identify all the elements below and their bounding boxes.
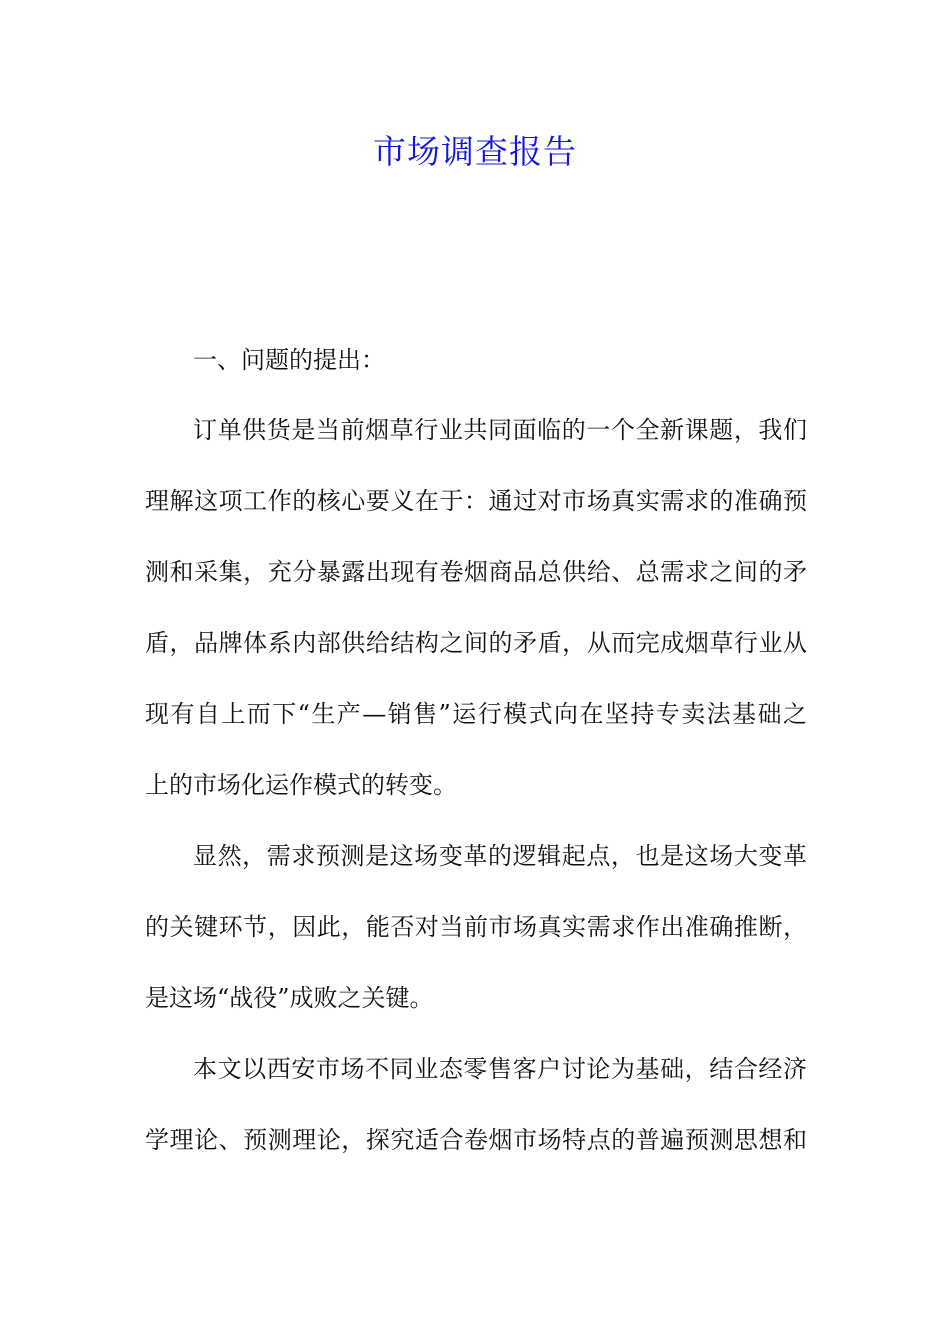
paragraph-3-line-2: 学理论、预测理论，探究适合卷烟市场特点的普遍预测思想和 <box>145 1126 807 1154</box>
paragraph-2-line-1: 显然，需求预测是这场变革的逻辑起点，也是这场大变革 <box>193 842 807 870</box>
paragraph-1-line-6: 上的市场化运作模式的转变。 <box>145 771 457 799</box>
paragraph-1-line-1: 订单供货是当前烟草行业共同面临的一个全新课题，我们 <box>193 416 807 444</box>
paragraph-1-line-3: 测和采集，充分暴露出现有卷烟商品总供给、总需求之间的矛 <box>145 558 807 586</box>
paragraph-1-line-4: 盾，品牌体系内部供给结构之间的矛盾，从而完成烟草行业从 <box>145 629 807 657</box>
paragraph-1-line-2: 理解这项工作的核心要义在于：通过对市场真实需求的准确预 <box>145 487 807 515</box>
paragraph-2-line-3: 是这场“战役”成败之关键。 <box>145 984 434 1012</box>
paragraph-1-line-5: 现有自上而下“生产—销售”运行模式向在坚持专卖法基础之 <box>145 700 807 728</box>
paragraph-3-line-1: 本文以西安市场不同业态零售客户讨论为基础，结合经济 <box>193 1055 807 1083</box>
section-heading: 一、问题的提出： <box>193 346 385 374</box>
paragraph-2-line-2: 的关键环节，因此，能否对当前市场真实需求作出准确推断， <box>145 913 807 941</box>
document-title: 市场调查报告 <box>373 132 577 171</box>
document-body <box>145 340 807 1191</box>
